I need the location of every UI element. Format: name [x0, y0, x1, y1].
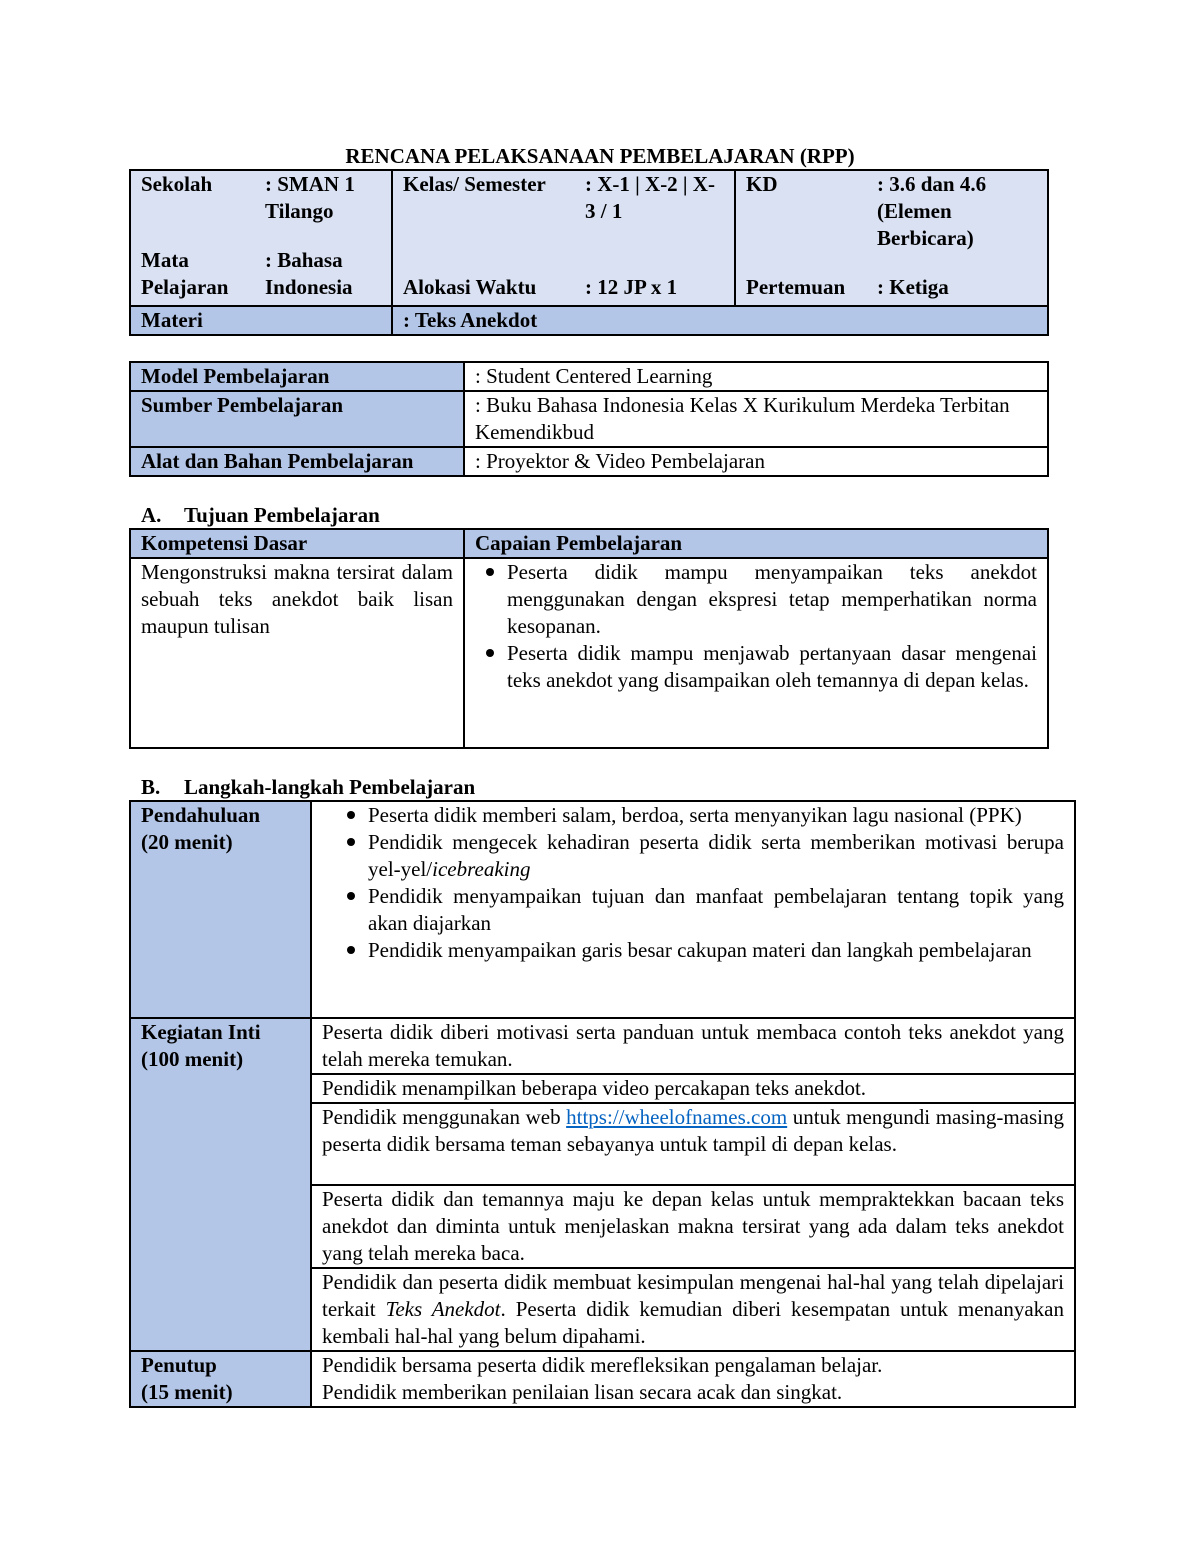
penutup-items-cell	[311, 1351, 1075, 1407]
materi-label: Materi	[130, 306, 392, 335]
inti-step-5	[311, 1268, 1075, 1351]
alokasi-value: : 12 JP x 1	[585, 275, 678, 299]
list-item: Pendidik menyampaikan garis besar cakupan materi dan langkah pembelajaran	[368, 937, 1064, 964]
sekolah-label: Sekolah	[141, 172, 213, 196]
alat-value: : Proyektor & Video Pembelajaran	[464, 447, 1048, 476]
mapel-value: : Bahasa Indonesia	[265, 248, 353, 299]
pertemuan-value: : Ketiga	[877, 275, 949, 299]
alokasi-label: Alokasi Waktu	[403, 275, 537, 299]
inti-step-4: Peserta didik dan temannya maju ke depan kelas untuk mempraktekkan bacaan teks anekdot dan diminta untuk menjelaskan makna tersirat yang ada dalam teks anekdot yang telah mereka baca.	[311, 1185, 1075, 1268]
mapel-label: Mata Pelajaran	[141, 248, 229, 299]
list-item: Peserta didik mampu menjawab pertanyaan dasar mengenai teks anekdot yang disampaikan oleh temannya di depan kelas.	[507, 641, 1037, 692]
sumber-value: : Buku Bahasa Indonesia Kelas X Kurikulum Merdeka Terbitan Kemendikbud	[464, 391, 1048, 447]
sekolah-value: : SMAN 1 Tilango	[265, 172, 355, 223]
section-a-letter: A.	[141, 503, 162, 527]
materi-value: : Teks Anekdot	[392, 306, 1048, 335]
penutup-label: Penutup	[141, 1353, 217, 1377]
inti-label: Kegiatan Inti	[141, 1020, 261, 1044]
model-value: : Student Centered Learning	[464, 362, 1048, 391]
pendahuluan-list	[342, 802, 1064, 964]
penutup-time: (15 menit)	[141, 1380, 233, 1404]
section-b-title: Langkah-langkah Pembelajaran	[184, 775, 476, 799]
alat-label: Alat dan Bahan Pembelajaran	[130, 447, 464, 476]
inti-step-5-post: . Peserta didik kemudian diberi kesempatan untuk menanyakan kembali hal-hal yang belum dipahami.	[322, 1297, 1064, 1348]
penutup-cell	[130, 1351, 311, 1407]
sumber-label: Sumber Pembelajaran	[130, 391, 464, 447]
model-label: Model Pembelajaran	[130, 362, 464, 391]
list-item: Peserta didik memberi salam, berdoa, serta menyanyikan lagu nasional (PPK)	[368, 802, 1064, 829]
kelas-value: : X-1 | X-2 | X-3 / 1	[585, 172, 715, 223]
section-a-heading	[141, 502, 380, 529]
penutup-step-1: Pendidik bersama peserta didik merefleksikan pengalaman belajar.	[322, 1353, 883, 1377]
section-b-heading	[141, 774, 475, 801]
inti-time: (100 menit)	[141, 1047, 244, 1071]
kelas-label: Kelas/ Semester	[403, 172, 546, 196]
list-item: Pendidik menyampaikan tujuan dan manfaat pembelajaran tentang topik yang akan diajarkan	[368, 884, 1064, 935]
pertemuan-label: Pertemuan	[746, 275, 846, 299]
kompetensi-dasar-text: Mengonstruksi makna tersirat dalam sebuah teks anekdot baik lisan maupun tulisan	[130, 558, 464, 748]
list-item: Peserta didik mampu menyampaikan teks anekdot menggunakan dengan ekspresi tetap memperhatikan norma kesopanan.	[507, 560, 1037, 638]
school-cell	[130, 170, 392, 306]
wheelofnames-link[interactable]: https://wheelofnames.com	[566, 1105, 788, 1129]
capaian-list	[481, 559, 1037, 694]
kd-label: KD	[746, 172, 778, 196]
langkah-table	[129, 800, 1076, 1408]
penutup-step-2: Pendidik memberikan penilaian lisan secara acak dan singkat.	[322, 1380, 843, 1404]
class-cell	[392, 170, 735, 306]
pendahuluan-time: (20 menit)	[141, 830, 233, 854]
document-title: RENCANA PELAKSANAAN PEMBELAJARAN (RPP)	[345, 144, 855, 168]
inti-step-3-post: untuk mengundi masing-masing peserta didik bersama teman sebayanya untuk tampil di depan kelas.	[322, 1105, 1065, 1156]
pendahuluan-items-cell	[311, 801, 1075, 1018]
pendahuluan-label: Pendahuluan	[141, 803, 261, 827]
list-item	[368, 829, 1064, 883]
list-item-text: Pendidik mengecek kehadiran peserta didik serta memberikan motivasi berupa yel-yel/	[368, 830, 1064, 881]
capaian-header: Capaian Pembelajaran	[464, 529, 1048, 558]
header-table	[129, 169, 1049, 336]
capaian-cell	[464, 558, 1048, 748]
kompetensi-dasar-header: Kompetensi Dasar	[130, 529, 464, 558]
kd-cell	[735, 170, 1048, 306]
pendahuluan-cell	[130, 801, 311, 1018]
info-table	[129, 361, 1049, 477]
inti-step-3	[311, 1103, 1075, 1185]
kd-value: : 3.6 dan 4.6 (Elemen Berbicara)	[877, 172, 987, 250]
inti-cell	[130, 1018, 311, 1351]
inti-step-5-em: Teks Anekdot	[385, 1297, 501, 1321]
section-a-title: Tujuan Pembelajaran	[184, 503, 380, 527]
inti-step-5-pre: Pendidik dan peserta didik membuat kesimpulan mengenai hal-hal yang telah dipelajari terkait	[322, 1270, 1064, 1321]
inti-step-1: Peserta didik diberi motivasi serta panduan untuk membaca contoh teks anekdot yang telah mereka temukan.	[311, 1018, 1075, 1074]
section-b-letter: B.	[141, 775, 161, 799]
inti-step-3-pre: Pendidik menggunakan web	[322, 1105, 561, 1129]
inti-step-2: Pendidik menampilkan beberapa video percakapan teks anekdot.	[311, 1074, 1075, 1103]
icebreaking-text: icebreaking	[432, 857, 531, 881]
tujuan-table	[129, 528, 1049, 749]
